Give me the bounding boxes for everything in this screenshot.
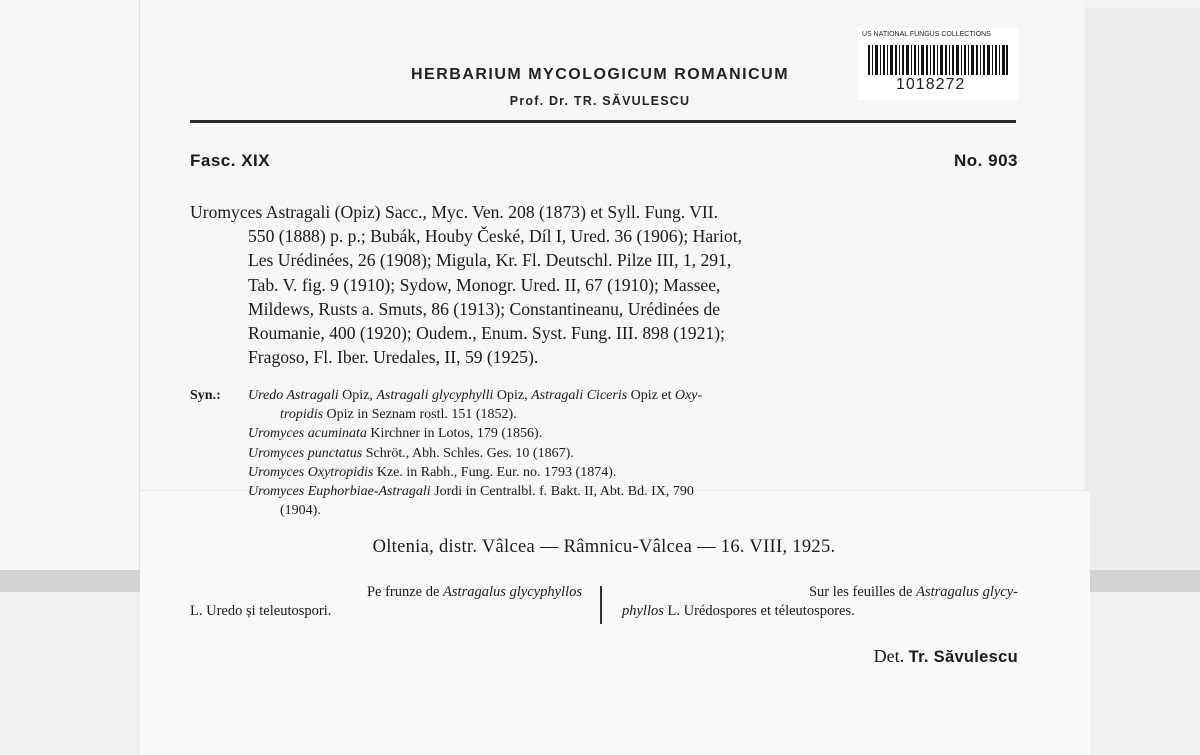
- citation-line: Roumanie, 400 (1920); Oudem., Enum. Syst. Fung. III. 898 (1921);: [248, 323, 725, 344]
- citation-line: Mildews, Rusts a. Smuts, 86 (1913); Constantineanu, Urédinées de: [248, 298, 721, 319]
- determiner: [760, 646, 1018, 667]
- synonym-name: Uromyces Euphorbiae-Astragali: [248, 484, 431, 500]
- taxon-citation: [190, 200, 1018, 369]
- synonym-name: Astragali Ciceris: [531, 388, 628, 403]
- citation-line: 550 (1888) p. p.; Bubák, Houby České, Díl I, Ured. 36 (1906); Hariot,: [248, 226, 743, 247]
- synonym-text: Opiz in Seznam rostl. 151 (1852).: [323, 407, 517, 423]
- citation-line: Tab. V. fig. 9 (1910); Sydow, Monogr. Ured. II, 67 (1910); Massee,: [248, 274, 721, 295]
- host-note-french: [622, 583, 1018, 621]
- citation-line: Uromyces Astragali (Opiz) Sacc., Myc. Ven. 208 (1873) et Syll. Fung. VII.: [190, 202, 719, 222]
- collection-locality: Oltenia, distr. Vâlcea — Râmnicu-Vâlcea — 16. VIII, 1925.: [372, 537, 836, 557]
- host-name: Astragalus glycyphyllos: [443, 584, 582, 600]
- label-lower-card: [140, 490, 1090, 755]
- synonym-name: Uromyces punctatus: [248, 445, 363, 461]
- determiner-prefix: Det.: [873, 646, 909, 666]
- header-rule: [190, 120, 1016, 123]
- citation-line: Les Urédinées, 26 (1908); Migula, Kr. Fl. Deutschl. Pilze III, 1, 291,: [248, 250, 732, 271]
- synonym-row: [190, 501, 1018, 520]
- citation-line: Fragoso, Fl. Iber. Uredales, II, 59 (1925).: [248, 347, 539, 368]
- specimen-number: No. 903: [954, 151, 1018, 170]
- synonym-row: [190, 444, 1018, 463]
- synonym-row: [190, 405, 1018, 424]
- note-text: Pe frunze de: [366, 584, 444, 600]
- synonym-name: Uredo Astragali: [248, 388, 339, 403]
- synonym-name: Astragali glycyphylli: [376, 388, 494, 403]
- synonym-row: [190, 424, 1018, 443]
- synonym-row: [190, 386, 1018, 405]
- note-text: Sur les feuilles de: [808, 584, 917, 600]
- note-divider: [600, 586, 602, 624]
- envelope-flap: [0, 0, 140, 590]
- barcode-institution: US NATIONAL FUNGUS COLLECTIONS: [862, 31, 991, 38]
- note-text: L. Urédospores et téleutospores.: [663, 603, 855, 619]
- synonym-row: [190, 463, 1018, 482]
- synonym-text: Schröt., Abh. Schles. Ges. 10 (1867).: [362, 445, 574, 461]
- synonym-text: Kze. in Rabh., Fung. Eur. no. 1793 (1874).: [373, 464, 617, 480]
- host-name: phyllos: [622, 603, 664, 619]
- synonym-text: Kirchner in Lotos, 179 (1856).: [366, 426, 543, 442]
- synonym-name: Uromyces acuminata: [248, 426, 367, 442]
- synonym-text: Opiz et: [627, 388, 675, 403]
- herbarium-subtitle: Prof. Dr. TR. SĂVULESCU: [509, 94, 691, 108]
- determiner-name: Tr. Săvulescu: [908, 648, 1018, 666]
- synonym-text: Jordi in Centralbl. f. Bakt. II, Abt. Bd. IX, 790: [430, 484, 694, 500]
- synonym-name: Oxy-: [674, 388, 703, 403]
- synonym-name: Uromyces Oxytropidis: [248, 464, 374, 480]
- note-text: L. Uredo și teleutospori.: [190, 603, 332, 619]
- barcode-label: [858, 28, 1018, 100]
- synonym-text: Opiz,: [338, 388, 377, 403]
- synonym-text: Opiz,: [493, 388, 532, 403]
- synonym-name: tropidis: [280, 407, 324, 423]
- envelope-edge: [1085, 8, 1200, 568]
- host-name: Astragalus glycy-: [916, 584, 1018, 600]
- synonym-row: [190, 482, 1018, 501]
- fascicle-label: Fasc. XIX: [190, 151, 271, 170]
- synonyms-label: Syn.:: [190, 388, 221, 403]
- synonyms-block: [190, 386, 1018, 520]
- synonym-text: (1904).: [280, 503, 321, 519]
- herbarium-title: HERBARIUM MYCOLOGICUM ROMANICUM: [410, 66, 790, 83]
- barcode-number: 1018272: [896, 76, 966, 93]
- host-note-romanian: [190, 583, 582, 621]
